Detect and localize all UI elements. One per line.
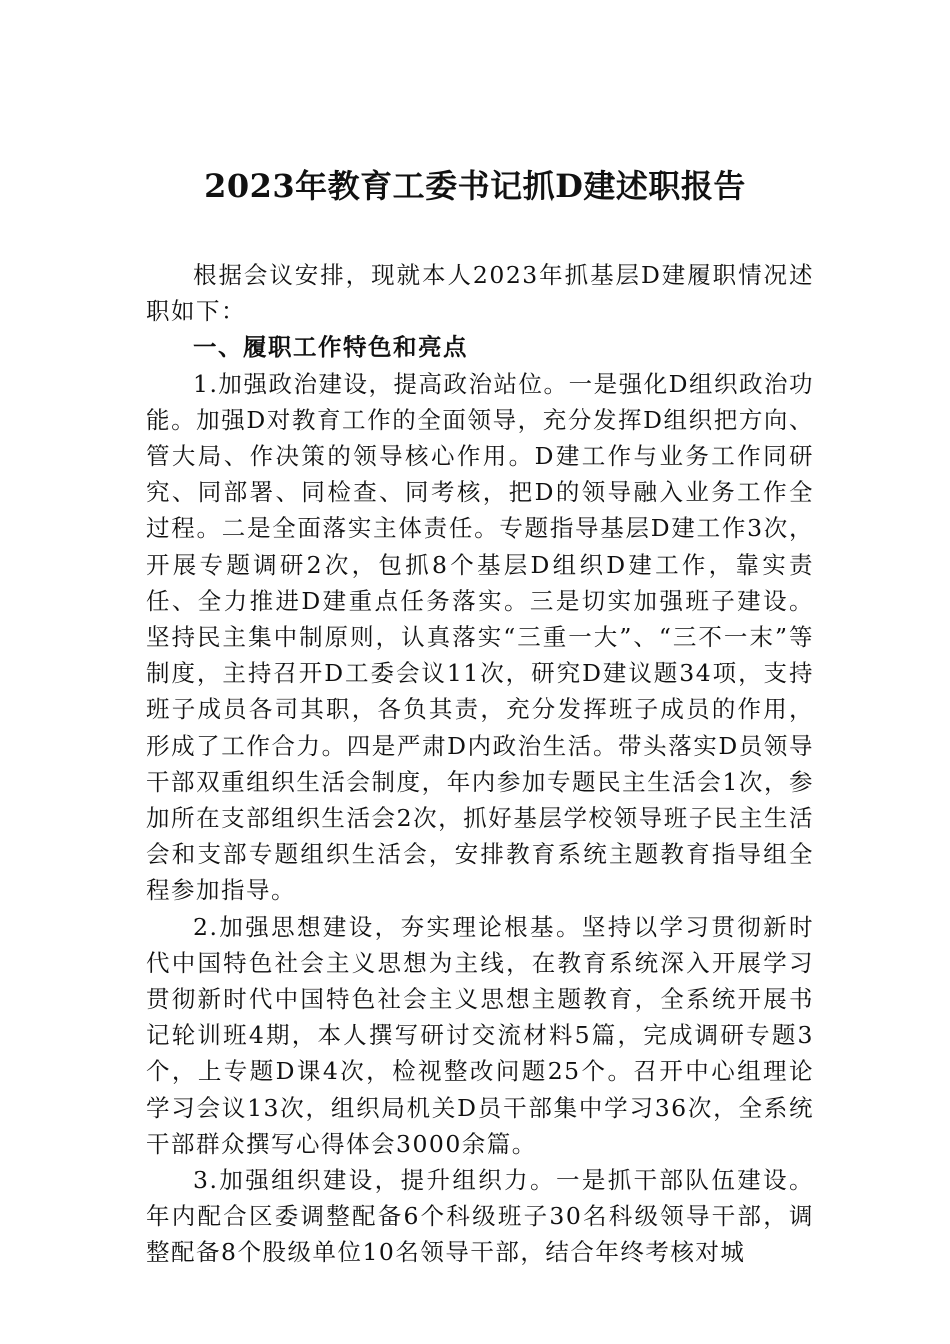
section-heading: 一、履职工作特色和亮点 xyxy=(193,333,468,362)
document-title: 2023年教育工委书记抓D建述职报告 xyxy=(204,167,746,205)
document-body xyxy=(146,257,814,1271)
body-paragraph-2: 2.加强思想建设，夯实理论根基。坚持以学习贯彻新时代中国特色社会主义思想为主线，在教育系统深入开展学习贯彻新时代中国特色社会主义思想主题教育，全系统开展书记轮训班4期，本人撰写研讨交流材料5篇，完成调研专题3个，上专题D课4次，检视整改问题25个。召开中心组理论学习会议13次，组织局机关D员干部集中学习36次，全系统干部群众撰写心得体会3000余篇。 xyxy=(146,912,814,1158)
body-paragraph-1: 1.加强政治建设，提高政治站位。一是强化D组织政治功能。加强D对教育工作的全面领导，充分发挥D组织把方向、管大局、作决策的领导核心作用。D建工作与业务工作同研究、同部署、同检查、同考核，把D的领导融入业务工作全过程。二是全面落实主体责任。专题指导基层D建工作3次，开展专题调研2次，包抓8个基层D组织D建工作，靠实责任、全力推进D建重点任务落实。三是切实加强班子建设。坚持民主集中制原则，认真落实“三重一大”、“三不一末”等制度，主持召开D工委会议11次，研究D建议题34项，支持班子成员各司其职，各负其责，充分发挥班子成员的作用，形成了工作合力。四是严肃D内政治生活。带头落实D员领导干部双重组织生活会制度，年内参加专题民主生活会1次，参加所在支部组织生活会2次，抓好基层学校领导班子民主生活会和支部专题组织生活会，安排教育系统主题教育指导组全程参加指导。 xyxy=(146,369,814,905)
body-paragraph-3: 3.加强组织建设，提升组织力。一是抓干部队伍建设。年内配合区委调整配备6个科级班子30名科级领导干部，调整配备8个股级单位10名领导干部，结合年终考核对城 xyxy=(146,1166,814,1267)
intro-paragraph: 根据会议安排，现就本人2023年抓基层D建履职情况述职如下： xyxy=(146,261,814,326)
